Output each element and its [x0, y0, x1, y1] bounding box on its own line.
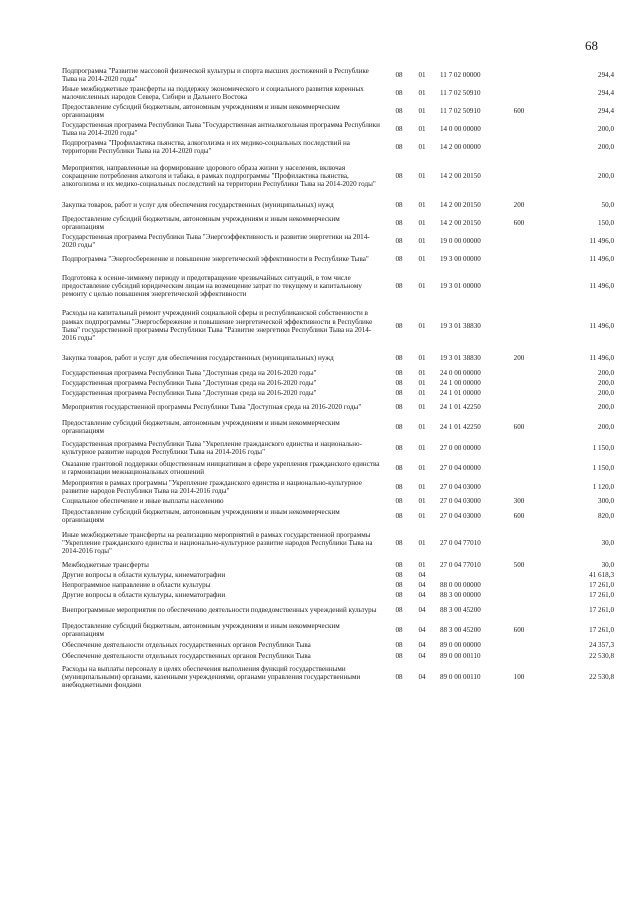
table-row	[62, 650, 614, 662]
row-subsection: 01	[418, 402, 426, 411]
row-section: 08	[395, 388, 403, 397]
row-name: Закупка товаров, работ и услуг для обеспечения государственных (муниципальных) нужд	[62, 200, 334, 209]
row-amount: 50,0	[601, 200, 614, 209]
row-subsection: 04	[418, 640, 426, 649]
row-name: Предоставление субсидий бюджетным, автономным учреждениям и иным некоммерческим организациям	[62, 507, 340, 524]
row-name: Межбюджетные трансферты	[62, 560, 149, 569]
row-name: Обеспечение деятельности отдельных государственных органов Республики Тыва	[62, 640, 311, 649]
row-target-article: 19 3 01 38830	[440, 353, 481, 362]
row-name: Предоставление субсидий бюджетным, автономным учреждениям и иным некоммерческим организациям	[62, 418, 340, 435]
row-subsection: 01	[418, 482, 426, 491]
row-expense-type: 300	[513, 496, 525, 505]
row-section: 08	[395, 88, 403, 97]
row-target-article: 19 3 01 38830	[440, 321, 481, 330]
row-amount: 200,0	[598, 388, 614, 397]
row-name: Предоставление субсидий бюджетным, автономным учреждениям и иным некоммерческим организациям	[62, 621, 340, 638]
row-subsection: 01	[418, 463, 426, 472]
row-target-article: 88 0 00 00000	[440, 580, 481, 589]
row-section: 08	[395, 496, 403, 505]
row-section: 08	[395, 171, 403, 180]
row-subsection: 04	[418, 605, 426, 614]
row-target-article: 11 7 02 50910	[440, 106, 481, 115]
row-name: Оказание грантовой поддержки общественным инициативам в сфере укрепления гражданского единства и гармонизации межнациональных отношений	[62, 459, 380, 476]
row-target-article: 89 0 00 00110	[440, 672, 481, 681]
row-expense-type	[504, 268, 534, 304]
row-amount: 294,4	[598, 88, 614, 97]
row-expense-type: 600	[513, 106, 525, 115]
row-amount: 24 357,3	[589, 640, 614, 649]
row-name: Закупка товаров, работ и услуг для обеспечения государственных (муниципальных) нужд	[62, 353, 334, 362]
row-target-article: 24 0 00 00000	[440, 368, 481, 377]
row-section: 08	[395, 463, 403, 472]
row-amount: 22 530,8	[589, 651, 614, 660]
table-row	[62, 250, 614, 268]
row-section: 08	[395, 511, 403, 520]
row-amount: 1 150,0	[592, 463, 614, 472]
row-expense-type	[504, 570, 534, 580]
row-target-article: 27 0 04 03000	[440, 511, 481, 520]
row-amount: 17 261,0	[589, 605, 614, 614]
row-target-article: 14 2 00 20150	[440, 171, 481, 180]
row-subsection: 01	[418, 106, 426, 115]
row-amount: 200,0	[598, 368, 614, 377]
row-expense-type	[504, 458, 534, 478]
table-row	[62, 232, 614, 250]
row-amount: 820,0	[598, 511, 614, 520]
row-section: 08	[395, 605, 403, 614]
row-section: 08	[395, 353, 403, 362]
row-subsection: 01	[418, 236, 426, 245]
row-section: 08	[395, 368, 403, 377]
row-subsection: 01	[418, 171, 426, 180]
row-section: 08	[395, 538, 403, 547]
row-name: Мероприятия, направленные на формирование здорового образа жизни у населения, включая сокращение потребления алкоголя и табака, в рамках подпрограммы "Профилактика пьянства, алкоголизма и их медико-социальных последствий на территории Республики Тыва на 2014-2020 годы"	[62, 163, 376, 189]
row-section: 08	[395, 236, 403, 245]
row-target-article: 89 0 00 00000	[440, 640, 481, 649]
row-subsection: 01	[418, 70, 426, 79]
row-section: 08	[395, 625, 403, 634]
row-section: 08	[395, 672, 403, 681]
row-target-article: 14 2 00 20150	[440, 218, 481, 227]
row-expense-type	[504, 368, 534, 378]
row-amount: 30,0	[601, 538, 614, 547]
table-row	[62, 506, 614, 526]
row-expense-type: 200	[513, 353, 525, 362]
row-target-article: 27 0 04 03000	[440, 482, 481, 491]
row-amount: 200,0	[598, 171, 614, 180]
table-row	[62, 590, 614, 600]
row-name: Иные межбюджетные трансферты на реализацию мероприятий в рамках государственной программы "Укрепление гражданского единства и национально-культурное развитие народов Республики Тыва на 2014-2016 годы"	[62, 530, 373, 556]
row-section: 08	[395, 200, 403, 209]
table-row	[62, 600, 614, 620]
row-name: Расходы на капитальный ремонт учреждений социальной сферы и республиканской собственности в рамках подпрограммы "Энергосбережение и повышение энергетической эффективности в Республике Тыва" государственной программы Республики Тыва "Развитие энергетики Республики Тыва на 2014-2016 годы"	[62, 309, 373, 343]
row-amount: 22 530,8	[589, 672, 614, 681]
row-section: 08	[395, 70, 403, 79]
page-number: 68	[585, 38, 598, 53]
row-section: 08	[395, 254, 403, 263]
table-body	[62, 66, 614, 692]
row-name: Другие вопросы в области культуры, кинематографии	[62, 570, 226, 579]
row-subsection: 01	[418, 281, 426, 290]
row-section: 08	[395, 570, 403, 579]
row-subsection: 01	[418, 496, 426, 505]
row-expense-type	[504, 438, 534, 458]
table-row	[62, 416, 614, 438]
table-row	[62, 398, 614, 416]
row-name: Государственная программа Республики Тыва "Государственная антиалкогольная программа Республики Тыва на 2014-2020 годы"	[62, 120, 380, 137]
row-amount: 11 496,0	[589, 254, 614, 263]
row-section: 08	[395, 124, 403, 133]
row-target-article: 24 1 01 42250	[440, 422, 481, 431]
row-expense-type: 600	[513, 422, 525, 431]
row-subsection: 04	[418, 651, 426, 660]
table-row	[62, 620, 614, 640]
row-name: Предоставление субсидий бюджетным, автономным учреждениям и иным некоммерческим организациям	[62, 102, 340, 119]
row-section: 08	[395, 482, 403, 491]
row-name: Мероприятия государственной программы Республики Тыва "Доступная среда на 2016-2020 годы"	[62, 402, 362, 411]
table-row	[62, 268, 614, 304]
budget-table	[62, 66, 614, 692]
table-row	[62, 102, 614, 120]
row-target-article: 14 0 00 00000	[440, 124, 481, 133]
row-target-article: 19 3 01 00000	[440, 281, 481, 290]
row-expense-type	[504, 378, 534, 388]
row-expense-type	[504, 304, 534, 348]
row-amount: 41 618,3	[589, 570, 614, 579]
row-expense-type	[504, 388, 534, 398]
row-name: Государственная программа Республики Тыва "Доступная среда на 2016-2020 годы"	[62, 368, 317, 377]
table-row	[62, 570, 614, 580]
table-row	[62, 66, 614, 84]
row-section: 08	[395, 560, 403, 569]
row-subsection: 04	[418, 672, 426, 681]
row-amount: 30,0	[601, 560, 614, 569]
row-name: Обеспечение деятельности отдельных государственных органов Республики Тыва	[62, 651, 311, 660]
row-target-article: 24 1 00 00000	[440, 378, 481, 387]
row-expense-type	[504, 138, 534, 156]
row-subsection: 01	[418, 124, 426, 133]
table-row	[62, 496, 614, 506]
row-amount: 200,0	[598, 402, 614, 411]
row-amount: 200,0	[598, 378, 614, 387]
row-subsection: 04	[418, 570, 426, 579]
row-name: Мероприятия в рамках программы "Укрепление гражданского единства и национально-культурное развитие народов Республики Тыва на 2014-2016 годы"	[62, 478, 362, 495]
row-subsection: 04	[418, 590, 426, 599]
row-subsection: 01	[418, 443, 426, 452]
row-name: Социальное обеспечение и иные выплаты населению	[62, 496, 224, 505]
row-amount: 17 261,0	[589, 625, 614, 634]
table-row	[62, 378, 614, 388]
row-section: 08	[395, 402, 403, 411]
row-subsection: 01	[418, 368, 426, 377]
row-expense-type: 500	[513, 560, 525, 569]
row-amount: 150,0	[598, 218, 614, 227]
row-subsection: 01	[418, 200, 426, 209]
row-expense-type: 600	[513, 625, 525, 634]
table-row	[62, 560, 614, 570]
row-target-article: 88 3 00 45200	[440, 625, 481, 634]
table-row	[62, 214, 614, 232]
row-name: Государственная программа Республики Тыва "Доступная среда на 2016-2020 годы"	[62, 388, 317, 397]
table-row	[62, 138, 614, 156]
row-target-article: 27 0 04 03000	[440, 496, 481, 505]
table-row	[62, 120, 614, 138]
row-name: Расходы на выплаты персоналу в целях обеспечения выполнения функций государственными (муниципальными) органами, казенными учреждениями, органами управления государственными внебюджетными фондами	[62, 664, 361, 690]
row-expense-type	[504, 156, 534, 196]
row-subsection: 01	[418, 422, 426, 431]
row-target-article: 24 1 01 42250	[440, 402, 481, 411]
row-name: Предоставление субсидий бюджетным, автономным учреждениям и иным некоммерческим организациям	[62, 214, 340, 231]
row-expense-type	[504, 600, 534, 620]
row-target-article: 11 7 02 50910	[440, 88, 481, 97]
row-expense-type: 600	[513, 511, 525, 520]
row-amount: 294,4	[598, 70, 614, 79]
table-row	[62, 304, 614, 348]
row-amount: 300,0	[598, 496, 614, 505]
row-target-article: 24 1 01 00000	[440, 388, 481, 397]
row-expense-type	[504, 590, 534, 600]
row-expense-type	[504, 526, 534, 560]
row-name: Внепрограммные мероприятия по обеспечению деятельности подведомственных учреждений культуры	[62, 605, 377, 614]
row-target-article: 19 3 00 00000	[440, 254, 481, 263]
row-name: Государственная программа Республики Тыва "Доступная среда на 2016-2020 годы"	[62, 378, 317, 387]
row-expense-type	[504, 84, 534, 102]
row-section: 08	[395, 651, 403, 660]
table-row	[62, 458, 614, 478]
row-target-article: 11 7 02 00000	[440, 70, 481, 79]
table-row	[62, 580, 614, 590]
row-subsection: 01	[418, 378, 426, 387]
row-expense-type	[504, 120, 534, 138]
row-target-article: 27 0 00 00000	[440, 443, 481, 452]
row-name: Непрограммное направление в области культуры	[62, 580, 211, 589]
row-expense-type: 100	[513, 672, 525, 681]
row-section: 08	[395, 590, 403, 599]
row-subsection: 01	[418, 321, 426, 330]
row-target-article: 27 0 04 77010	[440, 538, 481, 547]
row-section: 08	[395, 422, 403, 431]
row-amount: 17 261,0	[589, 590, 614, 599]
row-expense-type	[504, 580, 534, 590]
row-subsection: 01	[418, 511, 426, 520]
row-amount: 1 120,0	[592, 482, 614, 491]
row-subsection: 01	[418, 88, 426, 97]
row-name: Государственная программа Республики Тыва "Укрепление гражданского единства и национально-культурное развитие народов Республики Тыва на 2014-2016 годы"	[62, 439, 362, 456]
table-row	[62, 196, 614, 214]
row-subsection: 01	[418, 142, 426, 151]
row-amount: 17 261,0	[589, 580, 614, 589]
row-name: Иные межбюджетные трансферты на поддержку экономического и социального развития коренных малочисленных народов Севера, Сибири и Дальнего Востока	[62, 84, 364, 101]
row-target-article: 14 2 00 00000	[440, 142, 481, 151]
row-section: 08	[395, 321, 403, 330]
row-target-article: 88 3 00 45200	[440, 605, 481, 614]
row-section: 08	[395, 281, 403, 290]
row-expense-type	[504, 640, 534, 650]
row-section: 08	[395, 580, 403, 589]
table-row	[62, 438, 614, 458]
row-subsection: 01	[418, 218, 426, 227]
row-section: 08	[395, 106, 403, 115]
row-expense-type	[504, 398, 534, 416]
row-target-article: 27 0 04 77010	[440, 560, 481, 569]
table-row	[62, 84, 614, 102]
row-target-article: 88 3 00 00000	[440, 590, 481, 599]
row-amount: 11 496,0	[589, 321, 614, 330]
row-expense-type	[504, 250, 534, 268]
table-row	[62, 526, 614, 560]
row-subsection: 01	[418, 388, 426, 397]
row-name: Подпрограмма "Развитие массовой физической культуры и спорта высших достижений в Республике Тыва на 2014-2020 годы"	[62, 66, 369, 83]
row-expense-type	[504, 650, 534, 662]
row-amount: 200,0	[598, 142, 614, 151]
row-target-article: 27 0 04 00000	[440, 463, 481, 472]
row-expense-type	[504, 66, 534, 84]
table-row	[62, 662, 614, 692]
table-row	[62, 368, 614, 378]
row-target-article: 19 0 00 00000	[440, 236, 481, 245]
row-name: Государственная программа Республики Тыва "Энергоэффективность и развитие энергетики на 2014-2020 годы"	[62, 232, 370, 249]
row-expense-type: 200	[513, 200, 525, 209]
row-subsection: 04	[418, 625, 426, 634]
row-section: 08	[395, 218, 403, 227]
row-subsection: 01	[418, 560, 426, 569]
row-subsection: 01	[418, 353, 426, 362]
row-amount: 200,0	[598, 422, 614, 431]
row-amount: 11 496,0	[589, 353, 614, 362]
row-target-article: 14 2 00 20150	[440, 200, 481, 209]
row-target-article: 89 0 00 00110	[440, 651, 481, 660]
row-section: 08	[395, 142, 403, 151]
table-row	[62, 156, 614, 196]
row-amount: 11 496,0	[589, 281, 614, 290]
row-section: 08	[395, 443, 403, 452]
row-name: Подпрограмма "Профилактика пьянства, алкоголизма и их медико-социальных последствий на территории Республики Тыва на 2014-2020 годы"	[62, 138, 350, 155]
row-name: Подготовка к осенне-зимнему периоду и предотвращение чрезвычайных ситуаций, в том числе предоставление субсидий юридическим лицам на возмещение затрат по текущему и капитальному ремонту с целью повышения энергетической эффективности	[62, 273, 362, 299]
table-row	[62, 640, 614, 650]
table-row	[62, 478, 614, 496]
row-amount: 200,0	[598, 124, 614, 133]
row-name: Другие вопросы в области культуры, кинематографии	[62, 590, 226, 599]
row-expense-type	[504, 232, 534, 250]
row-section: 08	[395, 640, 403, 649]
row-name: Подпрограмма "Энергосбережение и повышение энергетической эффективности в Республике Тыва"	[62, 254, 369, 263]
row-amount: 1 150,0	[592, 443, 614, 452]
row-subsection: 01	[418, 538, 426, 547]
row-section: 08	[395, 378, 403, 387]
row-expense-type	[504, 478, 534, 496]
table-row	[62, 388, 614, 398]
table-row	[62, 348, 614, 368]
row-target-article	[434, 570, 504, 580]
row-subsection: 01	[418, 254, 426, 263]
row-subsection: 04	[418, 580, 426, 589]
row-amount: 11 496,0	[589, 236, 614, 245]
row-expense-type: 600	[513, 218, 525, 227]
row-amount: 294,4	[598, 106, 614, 115]
